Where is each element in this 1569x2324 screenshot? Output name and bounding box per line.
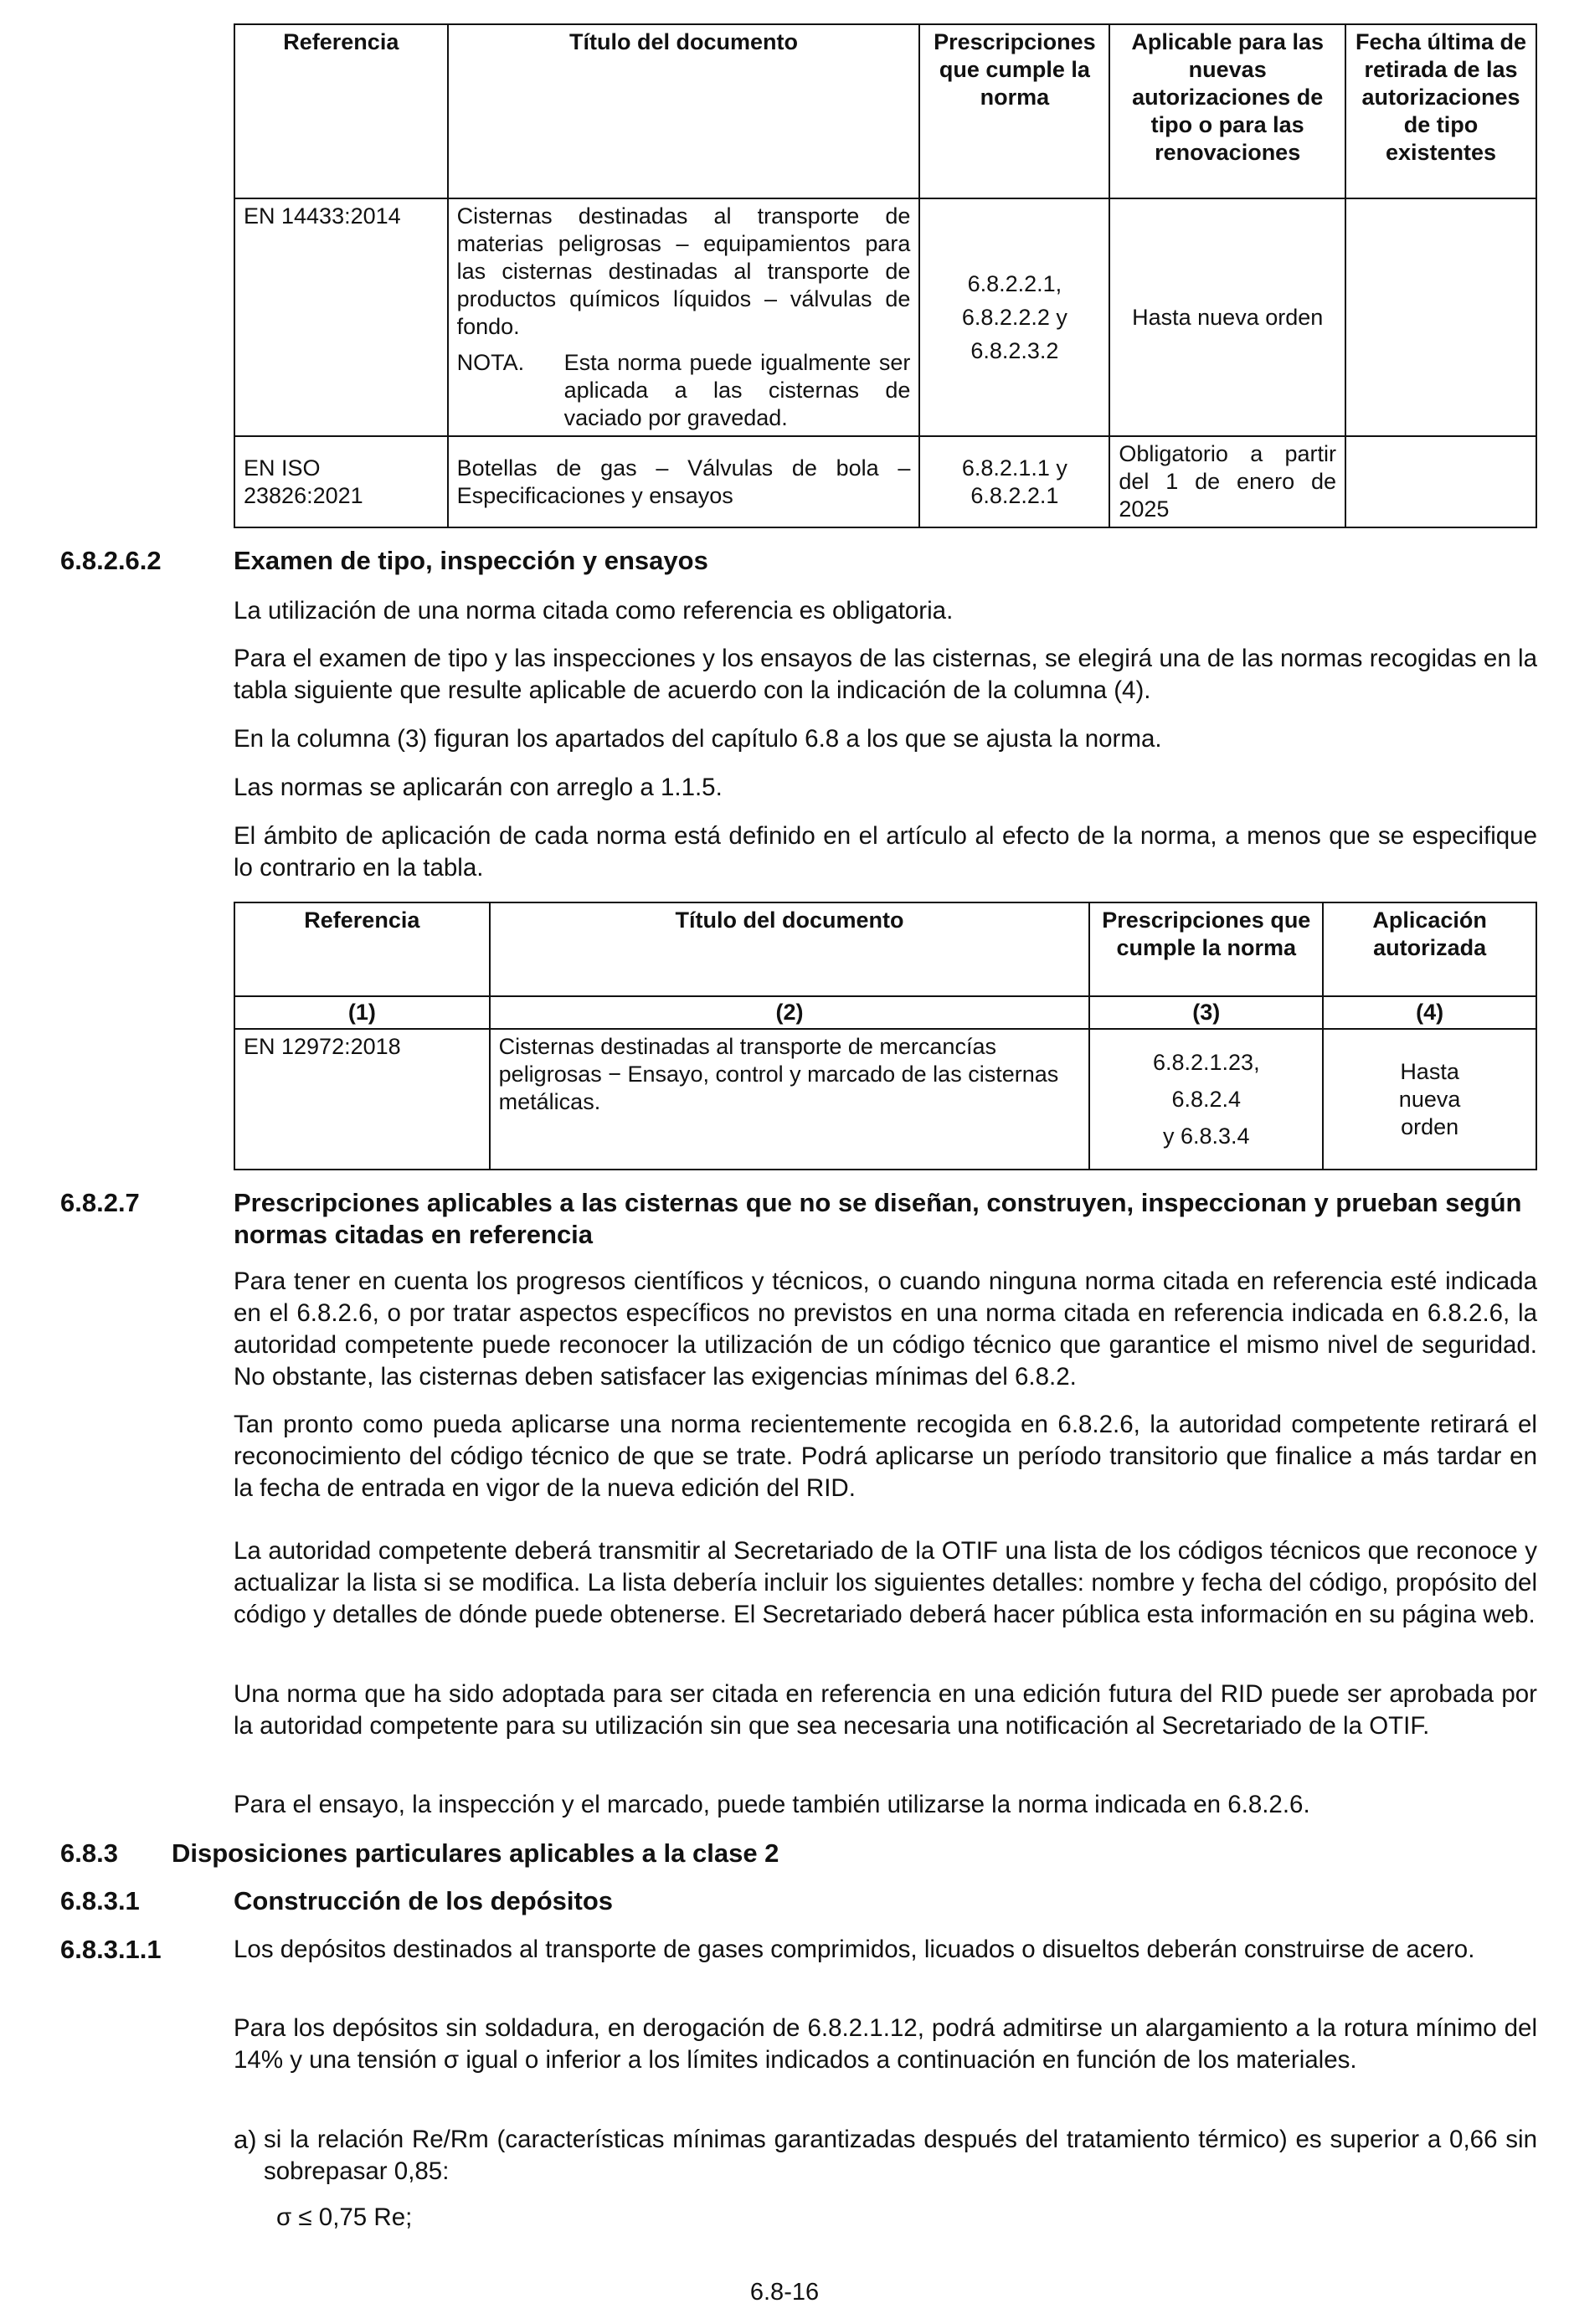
cell-aplicable: Obligatorio a partir del 1 de enero de 2025 — [1109, 436, 1345, 527]
paragraph: Para tener en cuenta los progresos científicos y técnicos, o cuando ninguna norma citada en referencia esté indicada en el 6.8.2.6, o por tratar aspectos específicos no previstos en una norma citada en referencia indicada en 6.8.2.6, la autoridad competente puede reconocer la utilización de un código técnico que garantice el mismo nivel de seguridad. No obstante, las cisternas deben satisfacer las exigencias mínimas del 6.8.2. — [234, 1267, 1537, 1391]
list-item-text: si la relación Re/Rm (características mínimas garantizadas después del tratamiento térmico) es superior a 0,66 sin sobrepasar 0,85: — [264, 2126, 1537, 2185]
colnum: (2) — [490, 996, 1090, 1029]
section-title: Prescripciones aplicables a las cisternas que no se diseñan, construyen, inspeccionan y prueban según normas citadas en referencia — [234, 1188, 1522, 1249]
paragraph: Las normas se aplicarán con arreglo a 1.1.5. — [234, 774, 723, 801]
column-number-row — [234, 996, 1536, 1029]
aplicacion-text: Hasta nueva orden — [1398, 1058, 1461, 1139]
colnum: (1) — [234, 996, 490, 1029]
presc-line: 6.8.2.2.1 — [970, 482, 1059, 508]
section-title: Disposiciones particulares aplicables a la clase 2 — [172, 1838, 779, 1868]
standards-table-1 — [234, 23, 1537, 528]
section-number: 6.8.2.7 — [60, 1188, 140, 1217]
table-header-row — [234, 24, 1536, 198]
section-number: 6.8.3.1.1 — [60, 1935, 162, 1964]
formula: σ ≤ 0,75 Re; — [276, 2203, 413, 2231]
paragraph: Los depósitos destinados al transporte de gases comprimidos, licuados o disueltos deberán construirse de acero. — [234, 1936, 1475, 1963]
page-number: 6.8-16 — [749, 2279, 820, 2306]
header-prescripciones: Prescripciones que cumple la norma — [919, 24, 1109, 198]
paragraph: La utilización de una norma citada como referencia es obligatoria. — [234, 597, 954, 625]
cell-aplicacion — [1323, 1029, 1536, 1170]
nota-text: Esta norma puede igualmente ser aplicada a las cisternas de vaciado por gravedad. — [563, 350, 911, 430]
header-referencia: Referencia — [234, 24, 448, 198]
nota-label: NOTA. — [456, 350, 525, 375]
standards-table-2 — [234, 902, 1537, 1170]
nota — [457, 349, 911, 432]
paragraph: Para el examen de tipo y las inspecciones y los ensayos de las cisternas, se elegirá una de las normas recogidas en la tabla siguiente que resulte aplicable de acuerdo con la indicación de la columna (4). — [234, 645, 1537, 704]
cell-titulo-text: Cisternas destinadas al transporte de materias peligrosas – equipamientos para las cisternas destinadas al transporte de productos químicos líquidos – válvulas de fondo. — [456, 203, 911, 339]
presc-line: 6.8.2.1.1 y — [961, 455, 1067, 481]
table-row — [234, 1029, 1536, 1170]
cell-referencia: EN ISO 23826:2021 — [234, 436, 448, 527]
cell-titulo — [448, 198, 920, 436]
header-aplicacion: Aplicación autorizada — [1323, 902, 1536, 996]
cell-prescripciones — [1089, 1029, 1323, 1170]
paragraph: Para los depósitos sin soldadura, en derogación de 6.8.2.1.12, podrá admitirse un alargamiento a la rotura mínimo del 14% y una tensión σ igual o inferior a los límites indicados a continuación en función de los materiales. — [234, 2014, 1537, 2074]
header-prescripciones: Prescripciones que cumple la norma — [1089, 902, 1323, 996]
table-row — [234, 198, 1536, 436]
cell-prescripciones — [919, 198, 1109, 436]
paragraph: Tan pronto como pueda aplicarse una norma recientemente recogida en 6.8.2.6, la autoridad competente retirará el reconocimiento del código técnico de que se trate. Podrá aplicarse un período transitorio que finalice a más tardar en la fecha de entrada en vigor de la nueva edición del RID. — [234, 1411, 1537, 1502]
presc-line: y 6.8.3.4 — [1162, 1123, 1250, 1149]
header-referencia: Referencia — [234, 902, 490, 996]
header-fecha: Fecha última de retirada de las autorizaciones de tipo existentes — [1345, 24, 1536, 198]
paragraph: La autoridad competente deberá transmitir al Secretariado de la OTIF una lista de los códigos técnicos que reconoce y actualizar la lista si se modifica. La lista debería incluir los siguientes detalles: nombre y fecha del código, propósito del código y detalles de dónde puede obtenerse. El Secretariado deberá hacer pública esta información en su página web. — [234, 1537, 1537, 1628]
cell-fecha — [1345, 198, 1536, 436]
presc-line: 6.8.2.4 — [1171, 1087, 1242, 1112]
table-header-row — [234, 902, 1536, 996]
table-row — [234, 436, 1536, 527]
cell-aplicable: Hasta nueva orden — [1109, 198, 1345, 436]
header-titulo: Título del documento — [490, 902, 1090, 996]
header-aplicable: Aplicable para las nuevas autorizaciones de tipo o para las renovaciones — [1109, 24, 1345, 198]
list-item-label: a) — [234, 2125, 257, 2154]
presc-line: 6.8.2.2.2 y — [961, 305, 1067, 330]
presc-line: 6.8.2.2.1, — [967, 271, 1062, 296]
paragraph: Una norma que ha sido adoptada para ser citada en referencia en una edición futura del RID puede ser aprobada por la autoridad competente para su utilización sin que sea necesaria una notificación al Secretariado de la OTIF. — [234, 1680, 1537, 1740]
colnum: (4) — [1323, 996, 1536, 1029]
section-number: 6.8.3 — [60, 1838, 118, 1868]
paragraph: En la columna (3) figuran los apartados del capítulo 6.8 a los que se ajusta la norma. — [234, 725, 1162, 753]
header-titulo: Título del documento — [448, 24, 920, 198]
cell-titulo: Botellas de gas – Válvulas de bola – Especificaciones y ensayos — [448, 436, 920, 527]
cell-referencia: EN 12972:2018 — [234, 1029, 490, 1170]
paragraph: El ámbito de aplicación de cada norma está definido en el artículo al efecto de la norma, a menos que se especifique lo contrario en la tabla. — [234, 822, 1537, 882]
presc-line: 6.8.2.3.2 — [970, 338, 1059, 363]
paragraph: Para el ensayo, la inspección y el marcado, puede también utilizarse la norma indicada en 6.8.2.6. — [234, 1791, 1310, 1818]
cell-referencia: EN 14433:2014 — [234, 198, 448, 436]
colnum: (3) — [1089, 996, 1323, 1029]
section-number: 6.8.2.6.2 — [60, 546, 162, 575]
cell-fecha — [1345, 436, 1536, 527]
presc-line: 6.8.2.1.23, — [1152, 1050, 1260, 1075]
section-number: 6.8.3.1 — [60, 1886, 140, 1915]
cell-prescripciones — [919, 436, 1109, 527]
section-title: Construcción de los depósitos — [234, 1886, 613, 1915]
cell-titulo: Cisternas destinadas al transporte de mercancías peligrosas − Ensayo, control y marcado de las cisternas metálicas. — [490, 1029, 1090, 1170]
section-title: Examen de tipo, inspección y ensayos — [234, 546, 708, 575]
